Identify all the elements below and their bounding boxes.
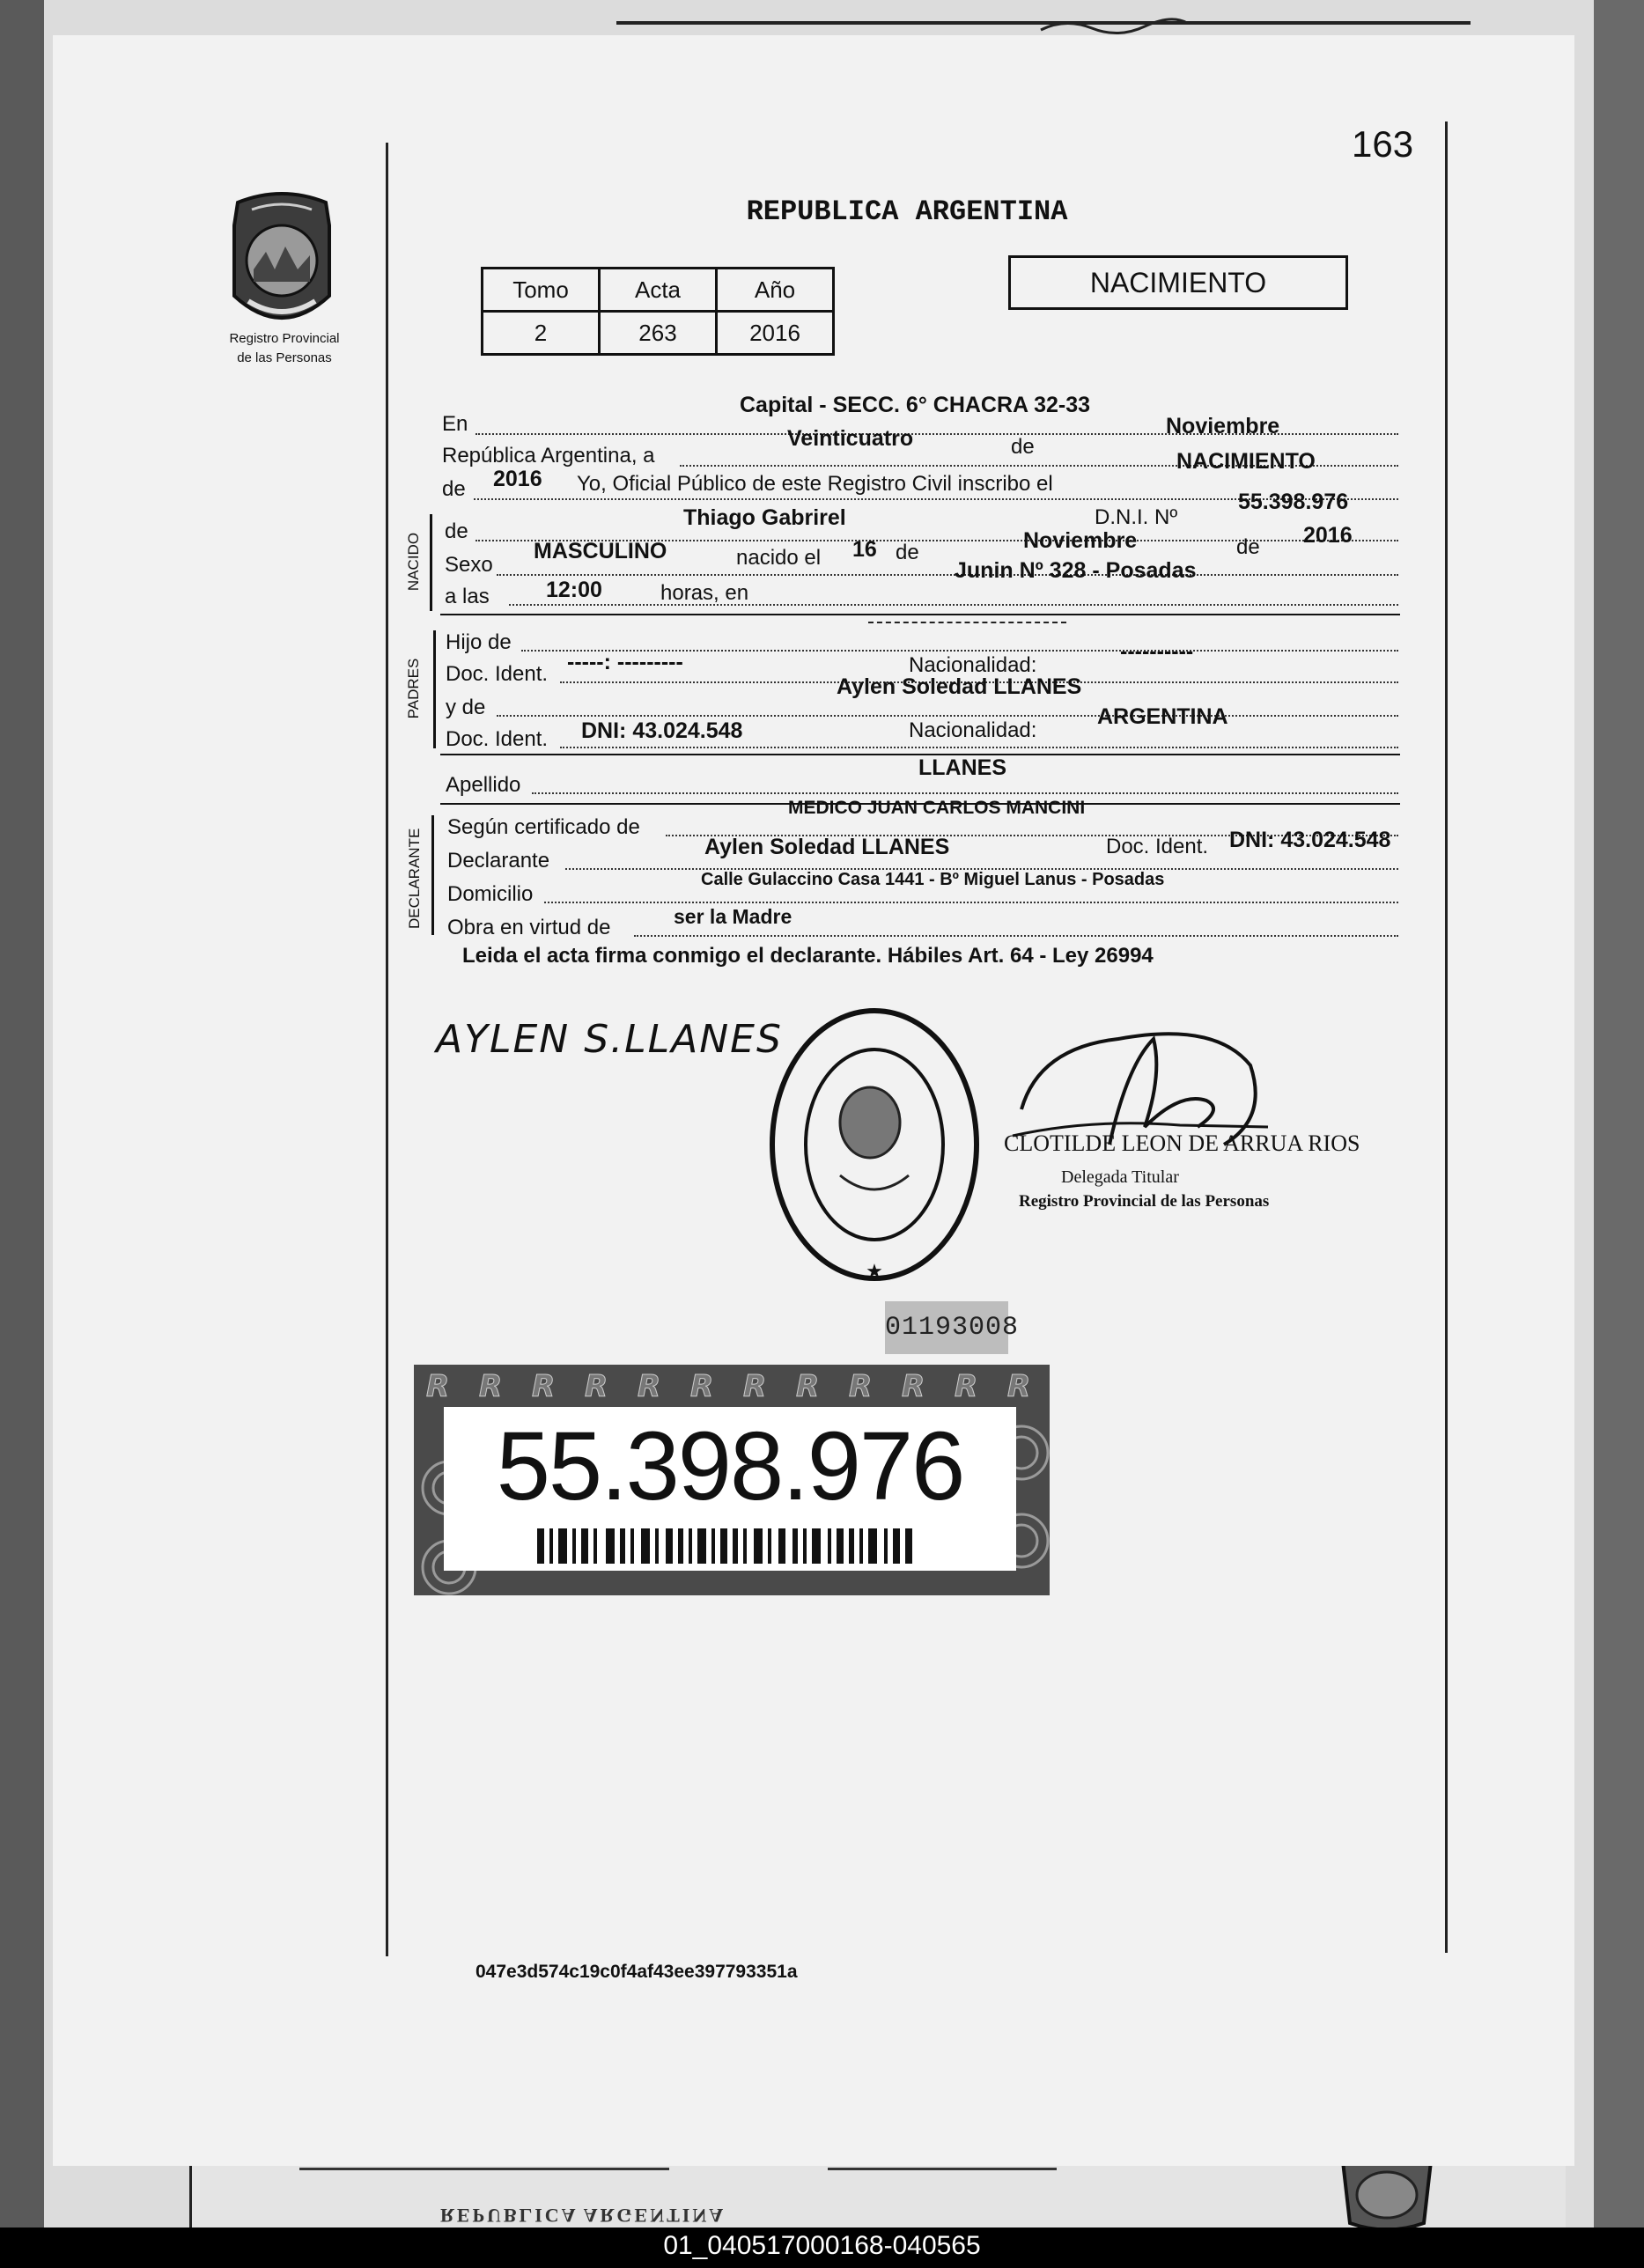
registration-year: 2016 [493,467,542,491]
surname-value: LLANES [918,755,1006,780]
cert-label: Según certificado de [447,815,640,839]
security-sticker [414,1365,1050,1595]
section-label-nacido: NACIDO [405,532,422,592]
form-line [497,715,1398,717]
doc-ident-label: Doc. Ident. [446,662,549,686]
registrar-statement: Yo, Oficial Público de este Registro Civil inscribo el [577,472,1053,496]
doc-ident-label: Doc. Ident. [446,727,549,751]
form-line [497,574,1398,576]
desk-background-right [1591,0,1644,2268]
registration-day: Veinticuatro [787,426,914,451]
declarant-doc: DNI: 43.024.548 [1229,828,1391,852]
margin-rule-right [1445,122,1448,1953]
svg-text:R: R [479,1369,503,1404]
reference-value: 2 [483,312,600,355]
reference-header: Tomo [483,269,600,312]
form-line [544,902,1398,903]
svg-text:R: R [690,1369,714,1404]
doc-ident-label: Doc. Ident. [1106,835,1209,858]
file-label: 01_040517000168-040565 [663,2231,981,2260]
svg-text:R: R [796,1369,820,1404]
svg-text:R: R [849,1369,873,1404]
time-label: a las [445,585,490,608]
reference-header: Año [717,269,834,312]
place-label: horas, en [660,581,749,605]
de-label: de [896,541,919,564]
domicile-label: Domicilio [447,882,534,906]
sexo-label: Sexo [445,553,493,577]
form-line [634,935,1398,937]
declarant-name: Aylen Soledad LLANES [704,835,950,859]
de-label: de [445,519,468,543]
reference-header: Acta [600,269,717,312]
registry-place: Capital - SECC. 6° CHACRA 32-33 [740,393,1091,417]
republic-label: República Argentina, a [442,444,655,468]
father-label: Hijo de [446,630,512,654]
mother-nationality: ARGENTINA [1097,704,1228,729]
svg-text:R: R [638,1369,661,1404]
declarant-domicile: Calle Gulaccino Casa 1441 - Bº Miguel Lanus - Posadas [701,870,1165,889]
form-line [532,792,1398,794]
misiones-crest-icon [222,190,342,333]
reference-value: 263 [600,312,717,355]
barcode-icon [537,1528,916,1564]
svg-text:R: R [585,1369,608,1404]
registration-month: Noviembre [1166,414,1280,438]
de-label: de [442,477,466,501]
handwritten-signature: AYLEN S.LLANES [436,1017,783,1062]
act-type-badge: NACIMIENTO [1008,255,1348,310]
section-bar [431,815,434,935]
document-title: REPUBLICA ARGENTINA [746,195,1068,228]
control-number-label: 01193008 [885,1301,1008,1354]
section-label-declarante: DECLARANTE [406,828,423,929]
svg-text:R: R [743,1369,767,1404]
birth-day: 16 [852,537,877,562]
blank-dash [868,622,1066,623]
nationality-label: Nacionalidad: [909,718,1037,742]
father-doc: -----: --------- [567,650,683,674]
page-number: 163 [1352,123,1414,165]
mother-name: Aylen Soledad LLANES [837,674,1082,699]
document-hash: 047e3d574c19c0f4af43ee397793351a [476,1962,798,1982]
birth-place: Junin Nº 328 - Posadas [955,558,1197,583]
margin-rule-left [386,143,388,1956]
section-label-padres: PADRES [405,658,422,719]
mother-label: y de [446,696,486,719]
svg-text:R: R [1007,1369,1031,1404]
sticker-dni-number: 55.398.976 [496,1412,964,1521]
reference-table [481,267,835,356]
section-bar [433,630,436,748]
birth-time: 12:00 [546,578,602,602]
form-line [509,604,1398,606]
closing-statement: Leida el acta firma conmigo el declarante. Hábiles Art. 64 - Ley 26994 [462,944,1154,968]
svg-text:R: R [902,1369,925,1404]
bottom-sheet-title: REPUBLICA ARGENTINA [440,2205,726,2227]
birth-month: Noviembre [1023,528,1138,553]
reference-value: 2016 [717,312,834,355]
bottom-sheet-rule [299,2168,669,2170]
father-nationality: ---------- [1120,639,1194,664]
issuer-name-line2: de las Personas [237,350,332,365]
svg-text:★: ★ [866,1261,883,1283]
registered-event: NACIMIENTO [1176,449,1316,474]
mother-doc: DNI: 43.024.548 [581,718,743,743]
svg-text:R: R [532,1369,556,1404]
official-name: CLOTILDE LEON DE ARRUA RIOS [1004,1130,1360,1156]
born-label: nacido el [736,546,822,570]
child-name: Thiago Gabrirel [683,505,846,530]
issuer-name-line1: Registro Provincial [229,331,340,346]
back-sheet-scribble [1039,16,1189,35]
declarant-label: Declarante [447,849,550,873]
capacity-label: Obra en virtud de [447,916,611,939]
child-sex: MASCULINO [534,539,667,563]
declarant-capacity: ser la Madre [674,905,793,928]
form-line [560,747,1398,748]
de-label: de [1236,535,1260,559]
official-seal-icon [764,999,984,1290]
section-divider [440,614,1400,615]
dni-label: D.N.I. Nº [1095,505,1178,529]
section-bar [430,514,432,611]
official-title: Delegada Titular [1061,1167,1179,1187]
certifying-doctor: MEDICO JUAN CARLOS MANCINI [788,798,1086,818]
surname-label: Apellido [446,773,521,797]
official-office: Registro Provincial de las Personas [1019,1192,1270,1211]
bottom-sheet-rule [828,2168,1057,2170]
svg-text:R: R [426,1369,450,1404]
de-label: de [1011,435,1035,459]
nationality-label: Nacionalidad: [909,653,1037,677]
en-label: En [442,412,468,436]
birth-year: 2016 [1303,523,1353,548]
svg-text:R: R [955,1369,978,1404]
child-dni: 55.398.976 [1238,490,1349,514]
